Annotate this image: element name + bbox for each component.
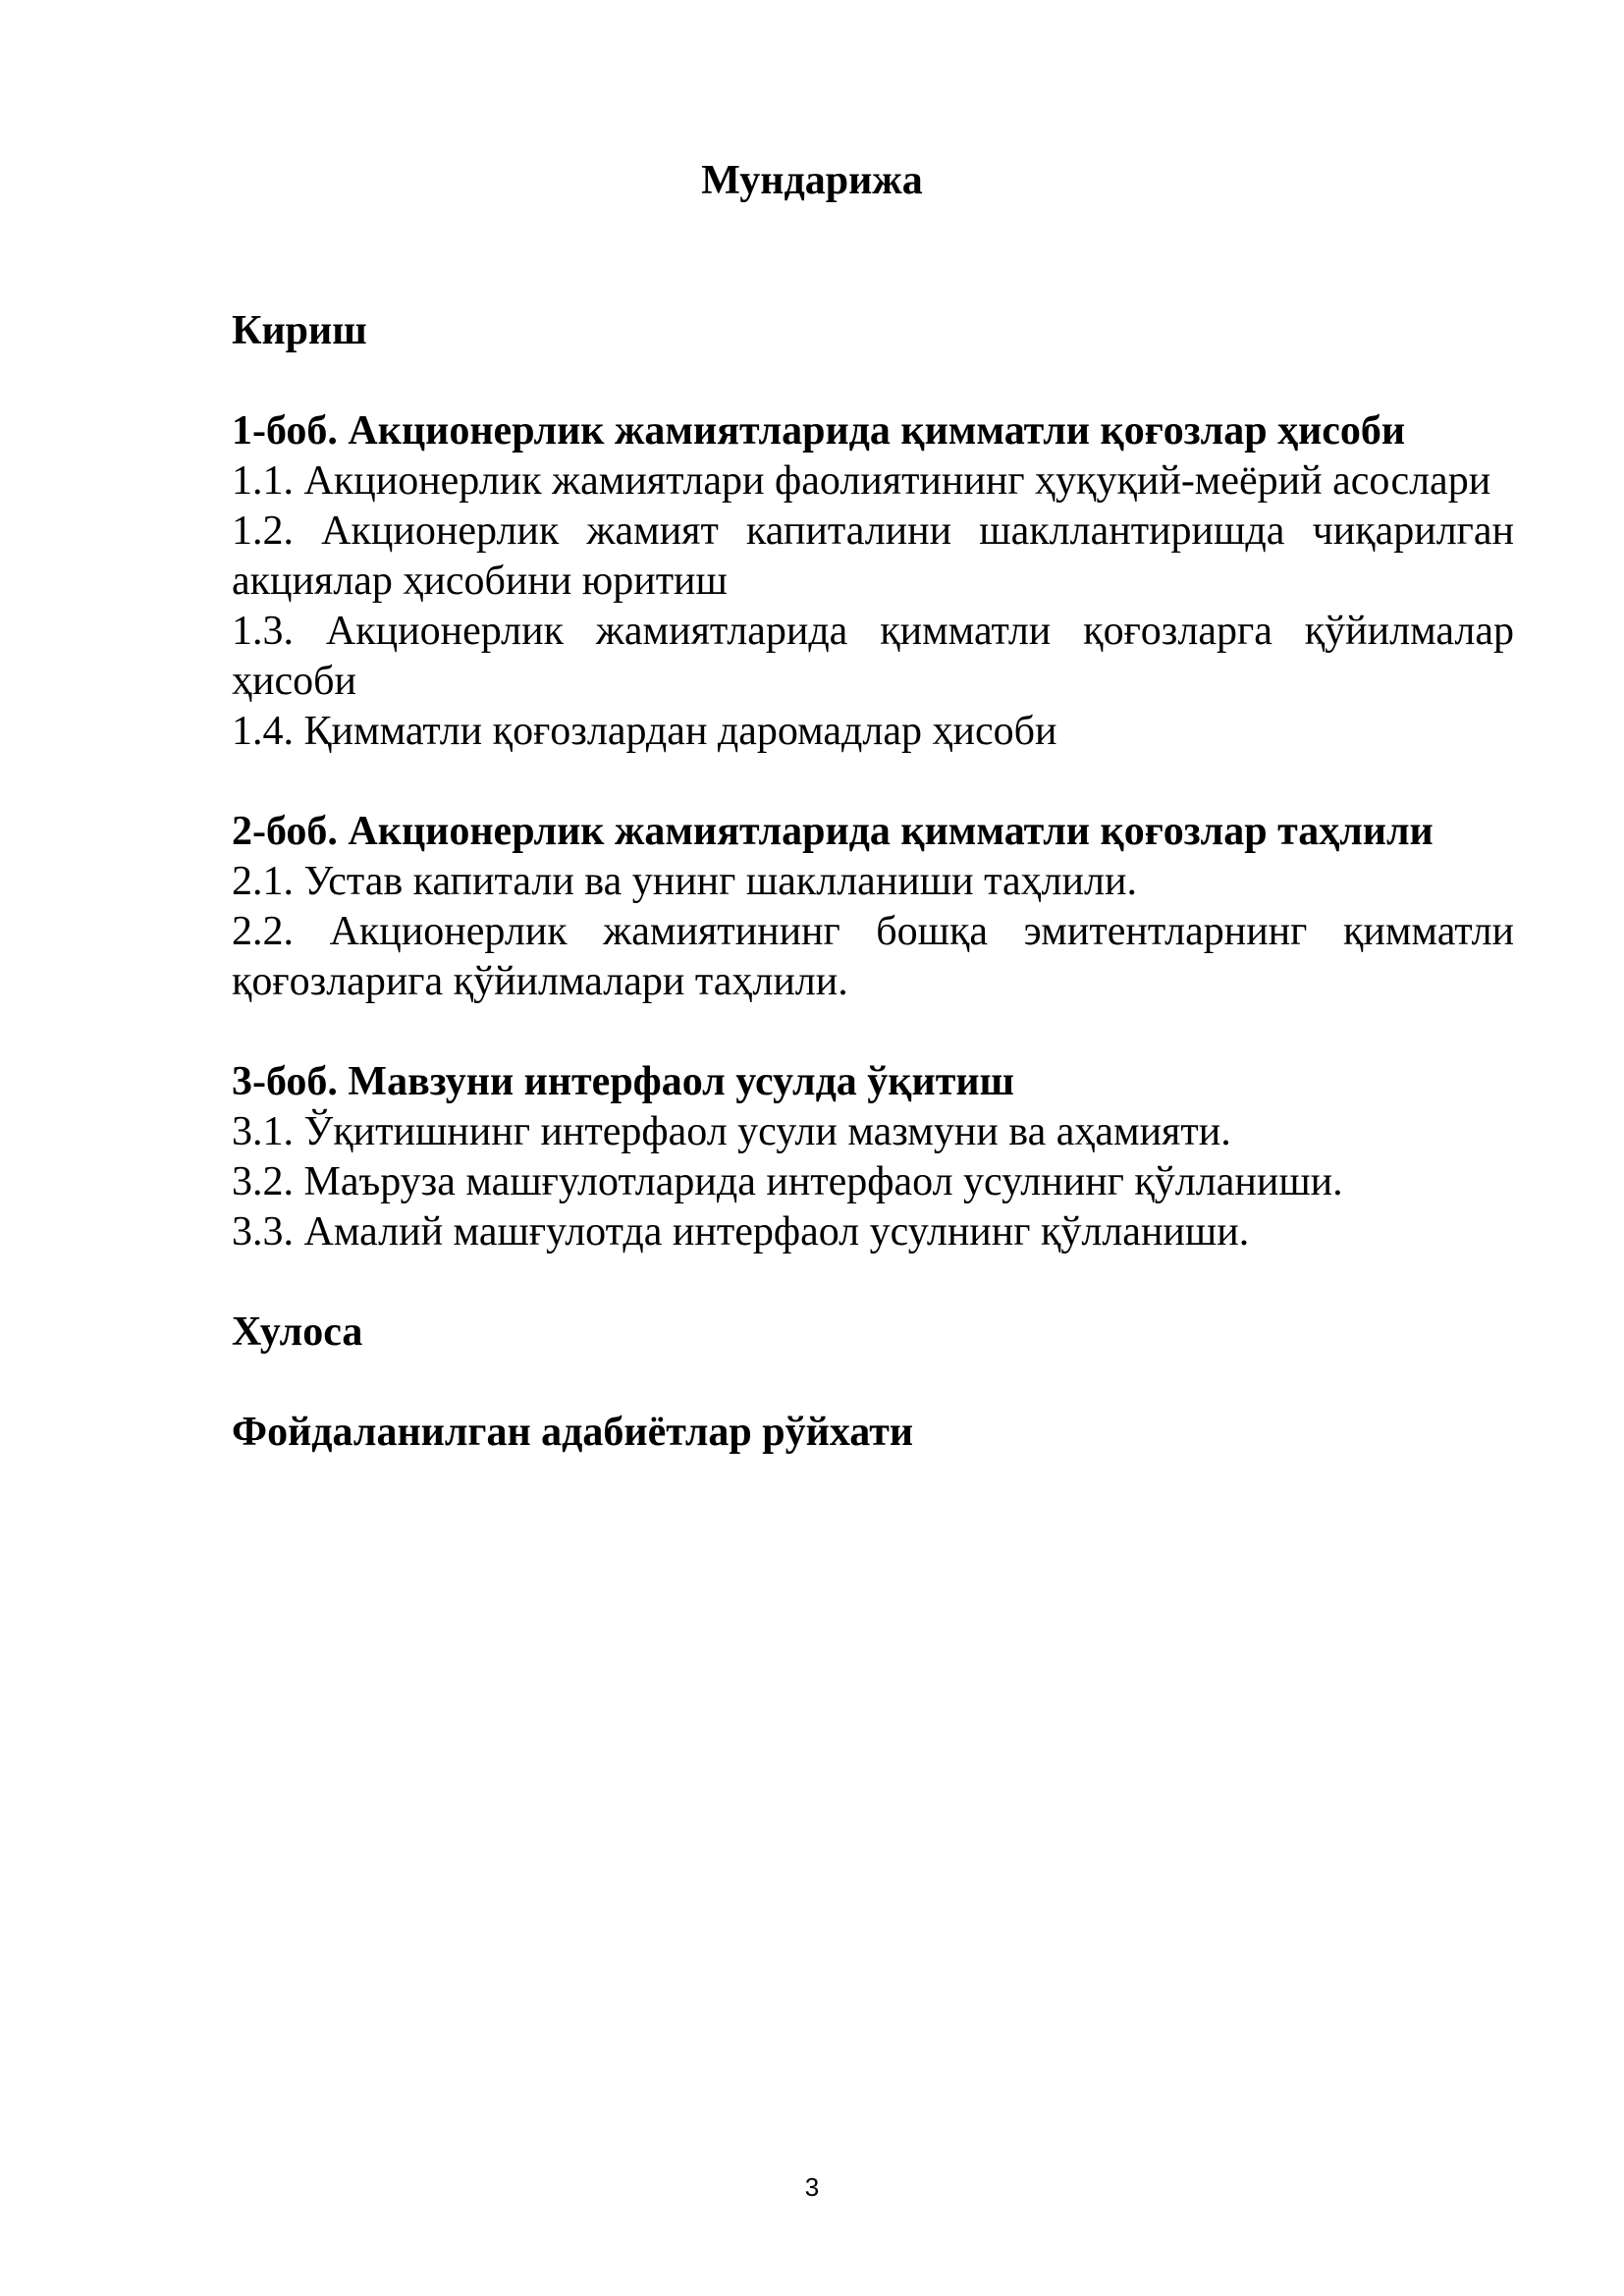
- section-spacer: [232, 1257, 1514, 1308]
- section-spacer: [232, 1007, 1514, 1057]
- section-spacer: [232, 757, 1514, 807]
- toc-item-1-4: 1.4. Қимматли қоғозлардан даромадлар ҳисоби: [232, 709, 1057, 754]
- chapter-1-heading: 1-боб. Акционерлик жамиятларида қимматли қоғозлар ҳисоби: [232, 408, 1406, 454]
- toc-item-2-1: 2.1. Устав капитали ва унинг шаклланиши таҳлили.: [232, 859, 1137, 904]
- toc-item-1-1: 1.1. Акционерлик жамиятлари фаолиятининг ҳуқуқий-меёрий асослари: [232, 458, 1491, 504]
- toc-conclusion: Хулоса: [232, 1309, 363, 1355]
- chapter-2-heading: 2-боб. Акционерлик жамиятларида қимматли қоғозлар таҳлили: [232, 809, 1434, 854]
- section-spacer: [232, 356, 1514, 406]
- chapter-3: [232, 1057, 1514, 1257]
- toc-item-2-2: 2.2. Акционерлик жамиятининг бошқа эмитентларнинг қимматли қоғозларига қўйилмалари таҳлили.: [232, 909, 1514, 1004]
- toc-item-3-3: 3.3. Амалий машғулотда интерфаол усулнинг қўлланиши.: [232, 1209, 1250, 1255]
- toc-references: Фойдаланилган адабиётлар рўйхати: [232, 1410, 914, 1455]
- section-spacer: [232, 1358, 1514, 1408]
- chapter-1: [232, 406, 1514, 757]
- page-number: 3: [804, 2172, 820, 2202]
- toc-item-3-1: 3.1. Ўқитишнинг интерфаол усули мазмуни ва аҳамияти.: [232, 1109, 1231, 1154]
- page-title: Мундарижа: [701, 158, 923, 203]
- toc-item-1-2: 1.2. Акционерлик жамият капиталини шакллантиришда чиқарилган акциялар ҳисобини юритиш: [232, 508, 1514, 604]
- toc-item-3-2: 3.2. Маъруза машғулотларида интерфаол усулнинг қўлланиши.: [232, 1159, 1343, 1204]
- chapter-3-heading: 3-боб. Мавзуни интерфаол усулда ўқитиш: [232, 1059, 1014, 1104]
- chapter-2: [232, 807, 1514, 1007]
- table-of-contents: [232, 306, 1514, 1458]
- toc-introduction: Кириш: [232, 308, 367, 353]
- toc-item-1-3: 1.3. Акционерлик жамиятларида қимматли қоғозларга қўйилмалар ҳисоби: [232, 609, 1514, 704]
